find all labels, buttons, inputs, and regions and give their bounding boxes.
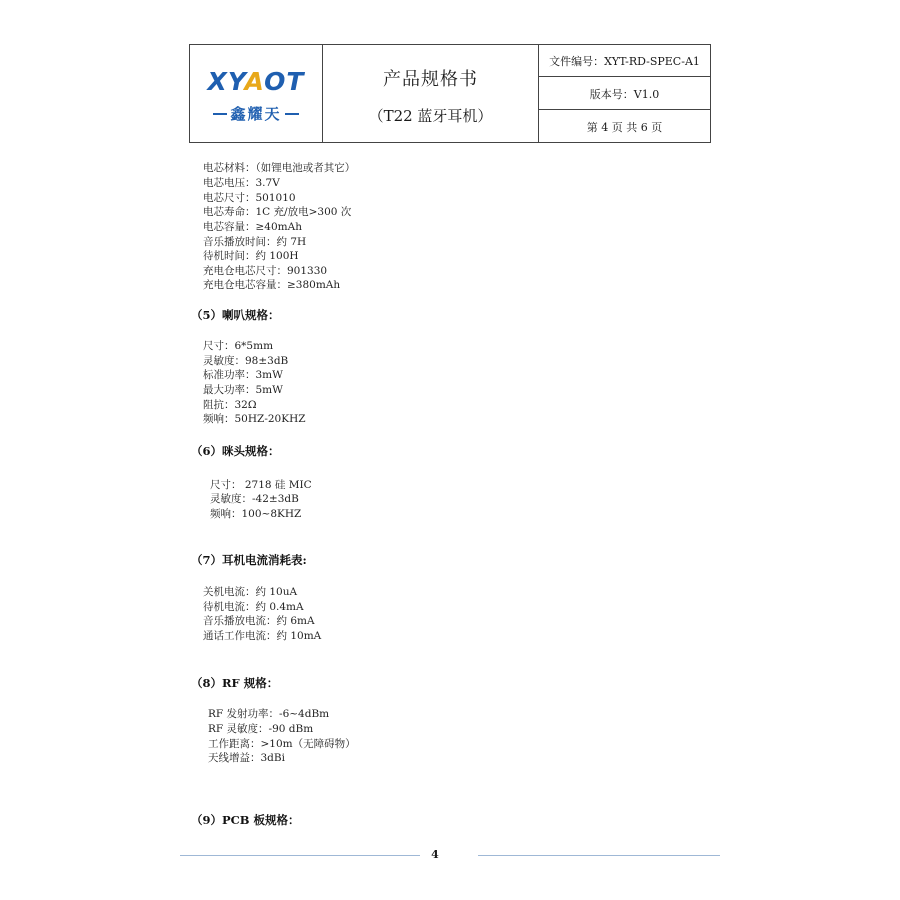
current-line: 关机电流：约 10uA xyxy=(203,586,298,598)
logo-brand-cn: 鑫耀天 xyxy=(230,105,282,123)
current-heading: （7）耳机电流消耗表: xyxy=(191,553,307,567)
document-title: 产品规格书 xyxy=(383,69,478,90)
speaker-line: 频响：50HZ-20KHZ xyxy=(203,413,306,425)
speaker-heading: （5）喇叭规格： xyxy=(191,308,280,322)
speaker-line: 灵敏度：98±3dB xyxy=(203,355,289,367)
current-line: 通话工作电流：约 10mA xyxy=(203,630,322,642)
rf-heading: （8）RF 规格： xyxy=(191,676,279,690)
rf-line: RF 灵敏度：-90 dBm xyxy=(208,723,314,735)
mic-line: 尺寸： 2718 硅 MIC xyxy=(210,479,312,491)
current-line: 待机电流：约 0.4mA xyxy=(203,601,304,613)
rf-line: RF 发射功率：-6~4dBm xyxy=(208,708,330,720)
footer-rule-left xyxy=(180,855,420,856)
speaker-line: 尺寸：6*5mm xyxy=(203,340,274,352)
current-line: 音乐播放电流：约 6mA xyxy=(203,615,315,627)
battery-line: 电芯材料：（如锂电池或者其它） xyxy=(203,162,356,174)
footer-rule-right xyxy=(478,855,720,856)
speaker-line: 标准功率：3mW xyxy=(203,369,283,381)
mic-heading: （6）咪头规格： xyxy=(191,444,280,458)
page-info: 第 4 页 共 6 页 xyxy=(586,121,663,134)
logo-brand: XYAOT xyxy=(207,67,305,96)
battery-line: 待机时间：约 100H xyxy=(203,250,299,262)
mic-line: 频响：100~8KHZ xyxy=(210,508,302,520)
footer-page-number: 4 xyxy=(431,848,439,861)
rf-line: 天线增益：3dBi xyxy=(208,752,285,764)
pcb-heading: （9）PCB 板规格： xyxy=(191,813,300,827)
doc-version: 版本号：V1.0 xyxy=(539,78,710,110)
doc-number: 文件编号：XYT-RD-SPEC-A1 xyxy=(539,45,710,77)
battery-line: 电芯寿命：1C 充/放电>300 次 xyxy=(203,206,352,218)
battery-line: 电芯容量：≥40mAh xyxy=(203,221,302,233)
speaker-line: 最大功率：5mW xyxy=(203,384,283,396)
rf-line: 工作距离：>10m（无障碍物） xyxy=(208,738,356,750)
battery-line: 音乐播放时间：约 7H xyxy=(203,236,307,248)
mic-line: 灵敏度：-42±3dB xyxy=(210,493,299,505)
battery-line: 充电仓电芯尺寸：901330 xyxy=(203,265,328,277)
document-subtitle: （T22 蓝牙耳机） xyxy=(368,107,493,125)
battery-line: 电芯电压：3.7V xyxy=(203,177,280,189)
battery-line: 电芯尺寸：501010 xyxy=(203,192,296,204)
speaker-line: 阻抗：32Ω xyxy=(203,399,257,411)
battery-line: 充电仓电芯容量：≥380mAh xyxy=(203,279,341,291)
